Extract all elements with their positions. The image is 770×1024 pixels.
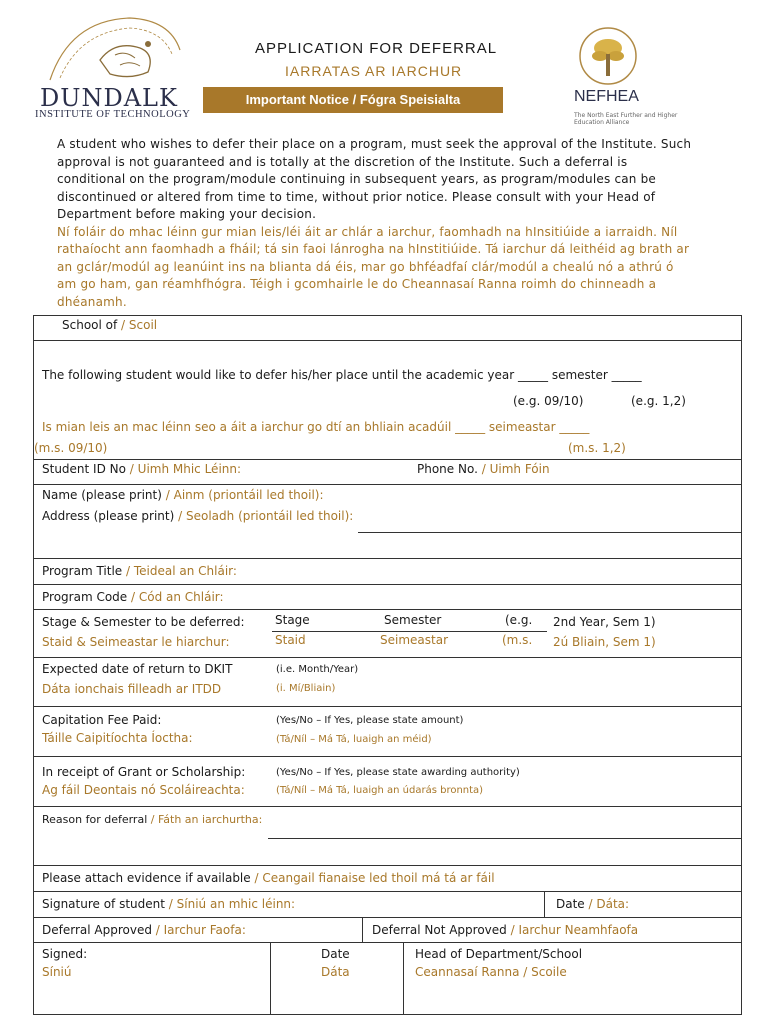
reason-label: Reason for deferral / Fáth an iarchurtha: — [42, 813, 263, 826]
stage-example-value: 2nd Year, Sem 1) — [553, 615, 656, 629]
date-label: Date / Dáta: — [556, 897, 630, 911]
return-date-hint-irish: (i. Mí/Bliain) — [276, 683, 336, 694]
head-of-department-label-english: Head of Department/School — [415, 947, 583, 961]
eg-semester: (e.g. 1,2) — [631, 394, 686, 408]
tree-icon — [578, 26, 638, 86]
grant-label-english: In receipt of Grant or Scholarship: — [42, 765, 246, 779]
nefhea-logo — [578, 26, 638, 86]
program-code-label: Program Code / Cód an Chláir: — [42, 590, 224, 604]
institute-subtitle: INSTITUTE OF TECHNOLOGY — [35, 109, 191, 120]
alliance-subtitle: The North East Further and Higher Education Alliance — [574, 112, 678, 126]
stage-example-prefix-irish: (m.s. — [502, 633, 533, 647]
ms-year: (m.s. 09/10) — [34, 441, 108, 455]
grant-hint-irish: (Tá/Níl – Má Tá, luaigh an údarás bronnta) — [276, 785, 484, 796]
phone-label: Phone No. / Uimh Fóin — [417, 462, 550, 476]
ms-semester: (m.s. 1,2) — [568, 441, 626, 455]
stage-example-value-irish: 2ú Bliain, Sem 1) — [553, 635, 656, 649]
stage-example-prefix: (e.g. — [505, 613, 533, 627]
return-date-label-irish: Dáta ionchais filleadh ar ITDD — [42, 682, 222, 696]
address-label: Address (please print) / Seoladh (priontáil led thoil): — [42, 509, 354, 523]
grant-hint-english: (Yes/No – If Yes, please state awarding authority) — [276, 767, 520, 778]
intro-text — [57, 136, 697, 311]
semester-label-irish: Seimeastar — [380, 633, 449, 647]
stage-semester-label-english: Stage & Semester to be deferred: — [42, 615, 245, 629]
deferral-approved-label: Deferral Approved / Iarchur Faofa: — [42, 923, 246, 937]
important-notice-banner: Important Notice / Fógra Speisialta — [203, 87, 503, 113]
signed-label-irish: Síniú — [42, 965, 72, 979]
title-irish: IARRATAS AR IARCHUR — [285, 63, 463, 79]
program-title-label: Program Title / Teideal an Chláir: — [42, 564, 237, 578]
signature-label: Signature of student / Síniú an mhic léinn: — [42, 897, 296, 911]
stage-label: Stage — [275, 613, 310, 627]
stage-semester-label-irish: Staid & Seimeastar le hiarchur: — [42, 635, 230, 649]
date2-label-irish: Dáta — [321, 965, 350, 979]
semester-label: Semester — [384, 613, 442, 627]
defer-sentence-irish: Is mian leis an mac léinn seo a áit a iarchur go dtí an bhliain acadúil _____ seimeastar _____ — [42, 420, 590, 434]
capitation-hint-irish: (Tá/Níl – Má Tá, luaigh an méid) — [276, 734, 432, 745]
stage-label-irish: Staid — [275, 633, 306, 647]
return-date-label-english: Expected date of return to DKIT — [42, 662, 233, 676]
defer-sentence-english: The following student would like to defer his/her place until the academic year _____ semester _____ — [42, 368, 642, 382]
title-english: APPLICATION FOR DEFERRAL — [255, 40, 498, 57]
grant-label-irish: Ag fáil Deontais nó Scoláireachta: — [42, 783, 245, 797]
evidence-label: Please attach evidence if available / Ceangail fianaise led thoil má tá ar fáil — [42, 871, 495, 885]
dundalk-crest-icon — [30, 10, 200, 90]
institute-name: DUNDALK — [40, 84, 178, 112]
return-date-hint-english: (i.e. Month/Year) — [276, 664, 359, 675]
eg-year: (e.g. 09/10) — [513, 394, 584, 408]
intro-english: A student who wishes to defer their place on a program, must seek the approval of the Institute. Such approval is not guaranteed and is totally at the discretion of the Institute. Such a deferral is conditional on the program/module continuing in subsequent years, as program/modules can be discontinued or altered from time to time, without prior notice. Please consult with your Head of Department before making your decision. — [57, 137, 692, 221]
student-id-label: Student ID No / Uimh Mhic Léinn: — [42, 462, 242, 476]
capitation-label-irish: Táille Caipitíochta Íoctha: — [42, 731, 193, 745]
capitation-label-english: Capitation Fee Paid: — [42, 713, 162, 727]
signed-label-english: Signed: — [42, 947, 88, 961]
date2-label-english: Date — [321, 947, 350, 961]
capitation-hint-english: (Yes/No – If Yes, please state amount) — [276, 715, 464, 726]
intro-irish: Ní foláir do mhac léinn gur mian leis/léi áit ar chlár a iarchur, faomhadh na hInsitiúide a iarraidh. Níl rathaíocht ann faomhadh a fháil; tá sin faoi lánrogha na hInstitiúide. Tá iarchur dá leithéid ag brath ar an gclár/modúl ag leanúint ins na blianta dá éis, mar go bhféadfaí clár/modúl a chealú nó a athrú ó am go ham, gan réamhfhógra. Téigh i gcomhairle le do Cheannasaí Ranna roimh do chinneadh a dhéanamh. — [57, 224, 690, 309]
school-label: School of / Scoil — [62, 318, 158, 332]
head-of-department-label-irish: Ceannasaí Ranna / Scoile — [415, 965, 567, 979]
alliance-name: NEFHEA — [574, 88, 639, 105]
name-label: Name (please print) / Ainm (priontáil led thoil): — [42, 488, 324, 502]
deferral-not-approved-label: Deferral Not Approved / Iarchur Neamhfaofa — [372, 923, 639, 937]
